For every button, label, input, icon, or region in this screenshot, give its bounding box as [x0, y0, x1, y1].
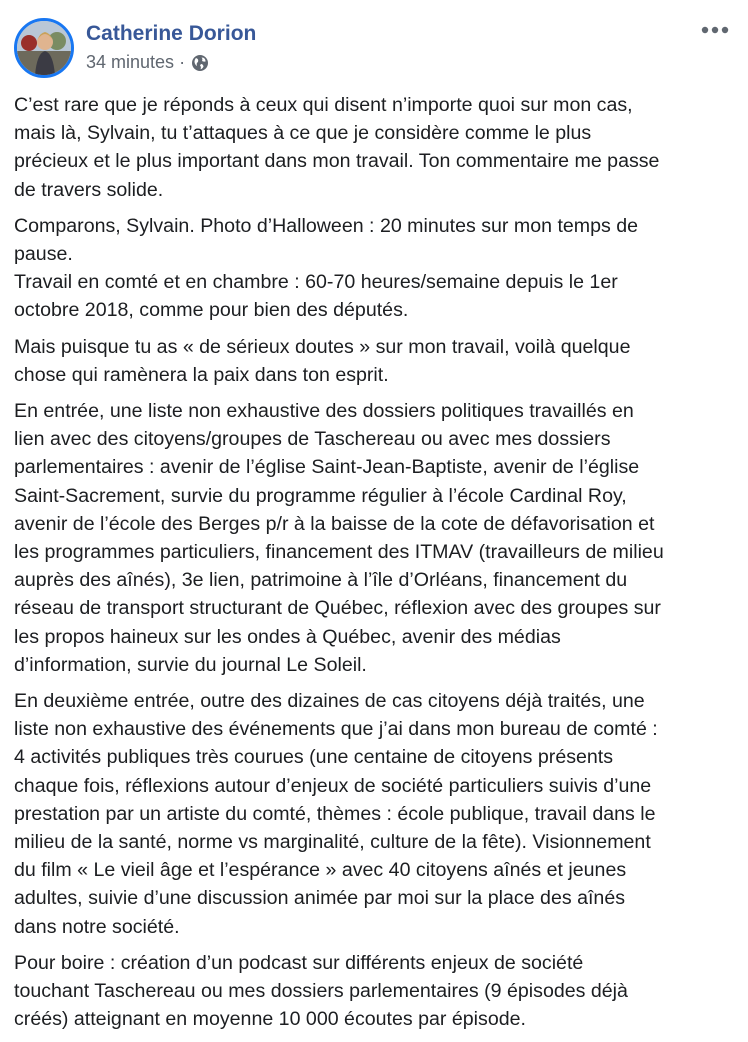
post-header — [14, 18, 734, 82]
globe-icon[interactable] — [191, 54, 209, 72]
post-meta — [86, 52, 209, 73]
avatar[interactable] — [14, 18, 74, 78]
avatar-photo — [17, 21, 71, 75]
post-paragraph: En entrée, une liste non exhaustive des dossiers politiques travaillés en lien avec des citoyens/groupes de Taschereau ou avec mes dossiers parlementaires : avenir de l’église Saint-Jean-Baptiste, avenir de l’église Saint-Sacrement, survie du programme régulier à l’école Cardinal Roy, avenir de l’école des Berges p/r à la baisse de la cote de défavorisation et les programmes particuliers, financement des ITMAV (travailleurs de milieu auprès des aînés), 3e lien, patrimoine à l’île d’Orléans, financement du réseau de transport structurant de Québec, réflexion avec des groupes sur les propos haineux sur les ondes à Québec, avenir des médias d’information, survie du journal Le Soleil. — [14, 400, 664, 676]
post-paragraph: C’est rare que je réponds à ceux qui disent n’importe quoi sur mon cas, mais là, Sylvain, tu t’attaques à ce que je considère comme le plus précieux et le plus important dans mon travail. Ton commentaire me passe de travers solide. — [14, 94, 660, 201]
post-paragraph: Comparons, Sylvain. Photo d’Halloween : 20 minutes sur mon temps de pause. Travail en comté et en chambre : 60-70 heures/semaine depuis le 1er octobre 2018, comme pour bien des députés. — [14, 214, 639, 322]
meta-separator: · — [179, 52, 186, 72]
more-options-icon[interactable] — [698, 18, 732, 42]
post-paragraph: Mais puisque tu as « de sérieux doutes » sur mon travail, voilà quelque chose qui ramènera la paix dans ton esprit. — [14, 335, 631, 386]
post-body — [14, 91, 738, 1042]
post-timestamp[interactable]: 34 minutes — [86, 52, 175, 72]
post-paragraph: En deuxième entrée, outre des dizaines de cas citoyens déjà traités, une liste non exhaustive des événements que j’ai dans mon bureau de comté : 4 activités publiques très courues (une centaine de citoyens présents chaque fois, réflexions autour d’enjeux de société particuliers suivis d’une prestation par un artiste du comté, thèmes : école publique, travail dans le milieu de la santé, norme vs marginalité, culture de la fête). Visionnement du film « Le vieil âge et l’espérance » avec 40 citoyens aînés et jeunes adultes, suivie d’une discussion animée par moi sur la place des aînés dans notre société. — [14, 690, 658, 938]
post-paragraph: Pour boire : création d’un podcast sur différents enjeux de société touchant Taschereau ou mes dossiers parlementaires (9 épisodes déjà créés) atteignant en moyenne 10 000 écoutes par épisode. — [14, 951, 628, 1031]
author-name[interactable]: Catherine Dorion — [86, 22, 257, 45]
